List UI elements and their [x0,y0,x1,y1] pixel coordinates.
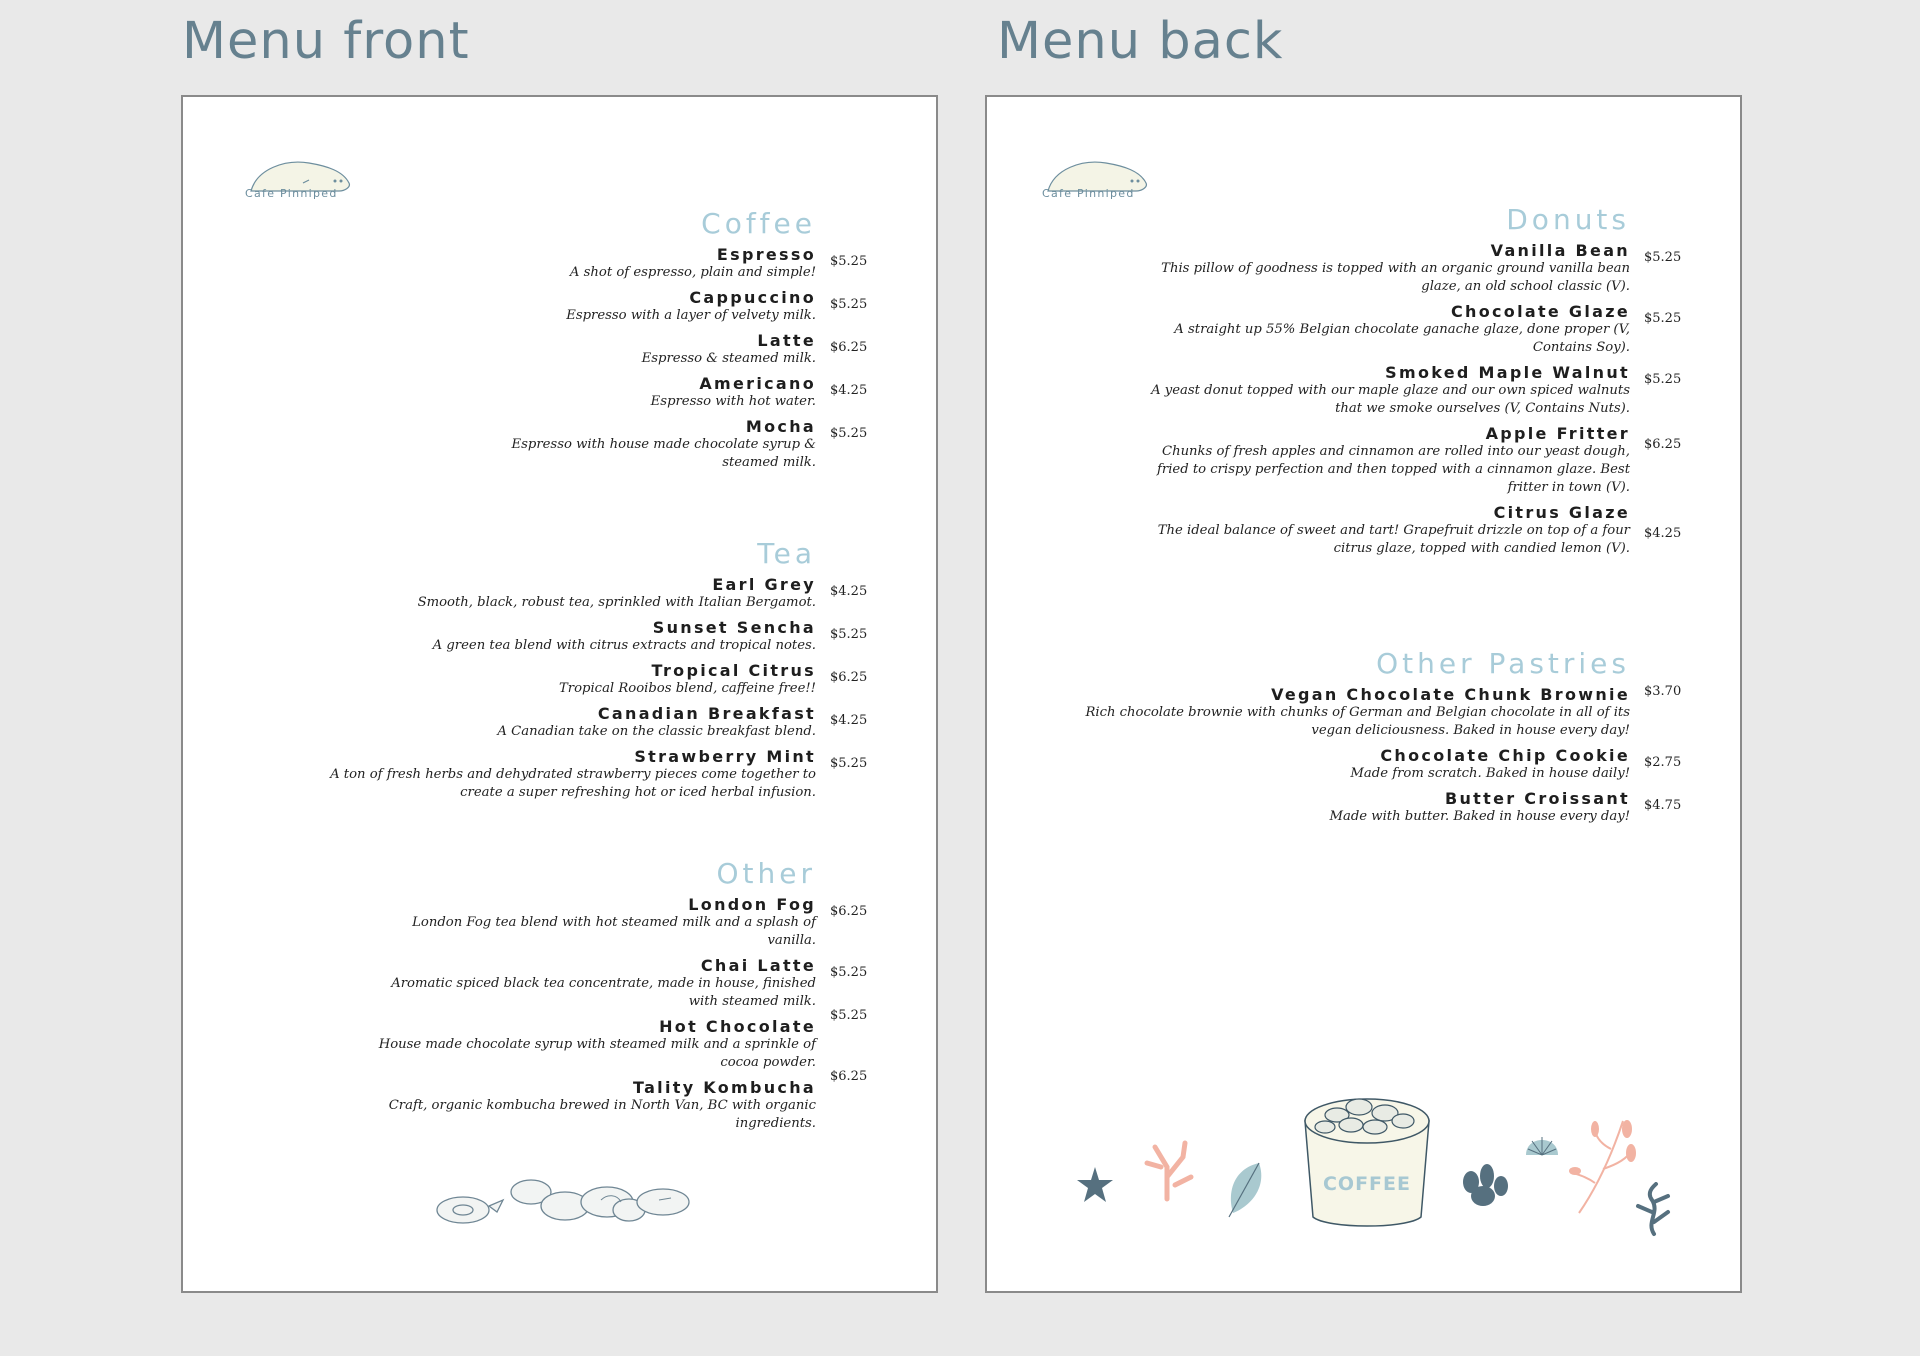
item-price: $6.25 [830,670,868,685]
item-description: Craft, organic kombucha brewed in North Van, BC with organic ingredients. [388,1098,816,1131]
coffee-cup-icon [1297,1085,1437,1235]
item-price: $5.25 [830,965,868,980]
section-title-other: Other [716,857,816,890]
menu-item [511,331,868,368]
item-description: Espresso with house made chocolate syrup & steamed milk. [511,437,816,470]
item-name: Hot Chocolate [659,1017,816,1036]
item-description: Aromatic spiced black tea concentrate, made in house, finished with steamed milk. [391,976,816,1009]
menu-item [511,288,868,325]
item-description: A shot of espresso, plain and simple! [569,265,816,280]
item-description: A straight up 55% Belgian chocolate ganache glaze, done proper (V, Contains Soy). [1174,322,1630,355]
starfish-icon [1075,1165,1115,1205]
item-name: Earl Grey [712,575,816,594]
item-price: $5.25 [830,254,868,269]
menu-item [1151,241,1682,296]
menu-item [1085,684,1682,740]
item-name: Butter Croissant [1445,789,1630,808]
item-name: Espresso [716,245,816,264]
menu-item [330,747,868,802]
coffee-section [511,207,868,479]
item-description: Espresso & steamed milk. [641,351,816,366]
menu-item [379,1069,868,1133]
item-name: Chai Latte [700,956,816,975]
item-price: $5.25 [830,297,868,312]
item-name: Chocolate Chip Cookie [1380,746,1630,765]
item-name: Vanilla Bean [1490,241,1630,260]
leaf-icon [1223,1159,1268,1219]
donuts-section [1151,203,1682,565]
item-price: $5.25 [1644,250,1682,265]
menu-front-sheet [181,95,938,1293]
item-name: Mocha [745,417,816,436]
item-price: $4.75 [1644,798,1682,813]
menu-item [330,661,868,698]
menu-item [1151,363,1682,418]
item-description: Espresso with hot water. [650,394,816,409]
other-pastries-section [1085,647,1682,833]
other-section [378,857,868,1140]
menu-item [1085,746,1682,783]
logo-text: Cafe Pinniped [1042,187,1135,200]
item-price: $5.25 [830,426,868,441]
menu-back-heading: Menu back [997,12,1284,71]
item-name: Chocolate Glaze [1450,302,1630,321]
item-name: Cappuccino [689,288,816,307]
shell-icon [1522,1127,1562,1162]
menu-item [511,417,868,472]
item-price: $5.25 [830,627,868,642]
item-description: A ton of fresh herbs and dehydrated strawberry pieces come together to create a super refreshing hot or iced herbal infusion. [330,767,816,800]
section-title-coffee: Coffee [701,207,816,240]
item-description: London Fog tea blend with hot steamed milk and a splash of vanilla. [412,915,816,948]
menu-item [378,1008,868,1072]
menu-item [1151,503,1682,558]
item-price: $4.25 [830,383,868,398]
kelp-icon [1632,1182,1677,1237]
item-name: Sunset Sencha [652,618,816,637]
item-description: House made chocolate syrup with steamed milk and a sprinkle of cocoa powder. [378,1037,816,1070]
menu-item [330,704,868,741]
menu-item [1151,424,1682,497]
item-price: $4.25 [830,713,868,728]
menu-item [1085,789,1682,826]
item-description: Chunks of fresh apples and cinnamon are rolled into our yeast dough, fried to crispy perfection and then topped with a cinnamon glaze. Best fritter in town (V). [1157,444,1630,495]
coral-icon [1137,1137,1197,1202]
item-description: Made from scratch. Baked in house daily! [1350,766,1630,781]
item-name: London Fog [688,895,816,914]
item-name: Apple Fritter [1485,424,1630,443]
item-price: $6.25 [830,1069,868,1084]
menu-item [330,618,868,655]
item-name: Strawberry Mint [634,747,816,766]
menu-item [330,575,868,612]
item-price: $5.25 [830,1008,868,1023]
item-name: Tality Kombucha [632,1078,816,1097]
item-description: A Canadian take on the classic breakfast blend. [497,724,816,739]
menu-item [379,895,868,950]
tea-section [330,537,868,809]
item-price: $4.25 [1644,526,1682,541]
menu-item [1151,302,1682,357]
seals-illustration-icon [423,1172,703,1232]
section-title-donuts: Donuts [1506,203,1630,236]
item-price: $4.25 [830,584,868,599]
cafe-logo [245,157,355,207]
item-price: $3.70 [1644,684,1682,699]
item-description: The ideal balance of sweet and tart! Grapefruit drizzle on top of a four citrus glaze, topped with candied lemon (V). [1157,523,1630,556]
item-price: $2.75 [1644,755,1682,770]
item-name: Latte [757,331,816,350]
item-price: $6.25 [830,904,868,919]
item-name: Citrus Glaze [1493,503,1630,522]
menu-front-heading: Menu front [182,12,470,71]
sea-plant-icon [1567,1117,1637,1217]
item-price: $6.25 [830,340,868,355]
menu-item [511,245,868,282]
item-name: Smoked Maple Walnut [1385,363,1630,382]
item-price: $5.25 [1644,311,1682,326]
item-description: Made with butter. Baked in house every day! [1329,809,1630,824]
cafe-logo [1042,157,1152,207]
item-price: $6.25 [1644,437,1682,452]
item-description: A yeast donut topped with our maple glaze and our own spiced walnuts that we smoke ourselves (V, Contains Nuts). [1151,383,1630,416]
item-name: Vegan Chocolate Chunk Brownie [1271,685,1630,704]
item-description: This pillow of goodness is topped with an organic ground vanilla bean glaze, an old school classic (V). [1161,261,1630,294]
logo-text: Cafe Pinniped [245,187,338,200]
item-name: Americano [699,374,816,393]
seaweed-icon [1457,1162,1512,1212]
item-description: Smooth, black, robust tea, sprinkled with Italian Bergamot. [417,595,816,610]
menu-back-sheet [985,95,1742,1293]
item-description: Rich chocolate brownie with chunks of German and Belgian chocolate in all of its vegan deliciousness. Baked in house every day! [1085,705,1630,738]
item-price: $5.25 [830,756,868,771]
item-name: Tropical Citrus [651,661,816,680]
item-name: Canadian Breakfast [597,704,816,723]
section-title-tea: Tea [757,537,816,570]
item-description: Espresso with a layer of velvety milk. [566,308,816,323]
item-price: $5.25 [1644,372,1682,387]
item-description: A green tea blend with citrus extracts and tropical notes. [432,638,816,653]
section-title-pastries: Other Pastries [1376,647,1630,680]
menu-item [379,956,868,1011]
item-description: Tropical Rooibos blend, caffeine free!! [558,681,816,696]
menu-item [511,374,868,411]
cup-label: COFFEE [1322,1173,1412,1195]
